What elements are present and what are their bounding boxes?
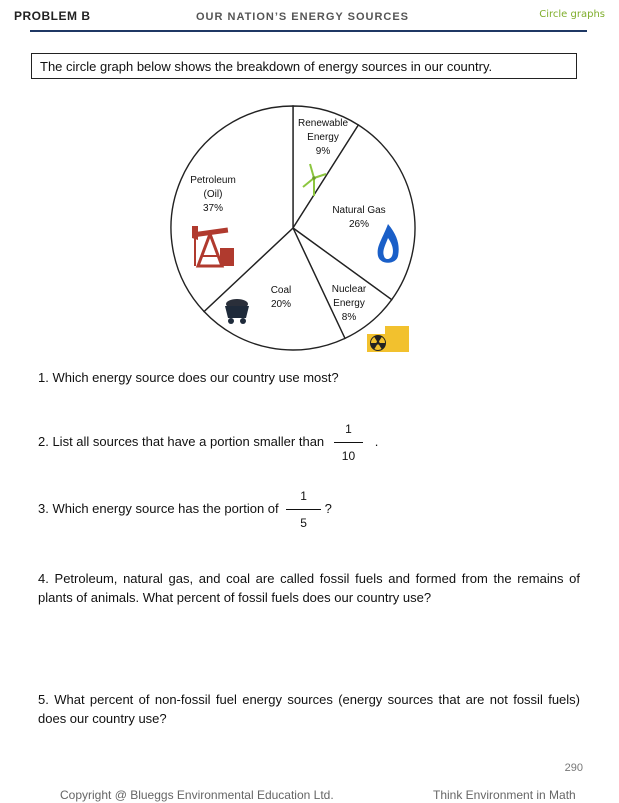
fraction-denominator: 10 [341,449,356,463]
question-3-text: 3. Which energy source has the portion of [38,500,279,516]
question-5: 5. What percent of non-fossil fuel energy sources (energy sources that are not fossil fuels) does our country use? [38,692,580,726]
fraction-numerator: 1 [345,422,352,436]
label-nuclear: Nuclear Energy 8% [331,284,367,323]
page-number: 290 [564,762,583,774]
intro-text: The circle graph below shows the breakdown of energy sources in our country. [31,53,577,79]
label-renewable: Renewable Energy 9% [297,118,349,157]
energy-pie-chart [0,0,619,380]
topic-label: Circle graphs [539,9,605,20]
label-petroleum: Petroleum (Oil) 37% [190,175,236,214]
question-2 [38,422,378,463]
label-coal: Coal 20% [270,285,292,310]
copyright: Copyright @ Bluеggs Environmental Education Ltd. [60,788,334,802]
question-1: 1. Which energy source does our country use most? [38,370,339,385]
fraction-one-tenth [334,422,363,463]
fraction-numerator: 1 [300,489,307,503]
question-2-text: 2. List all sources that have a portion smaller than [38,433,325,449]
worksheet-title: OUR NATION’S ENERGY SOURCES [196,11,410,23]
problem-label: PROBLEM B [14,9,91,23]
fraction-one-fifth [286,489,321,530]
label-natural-gas: Natural Gas 26% [332,205,386,230]
question-4: 4. Petroleum, natural gas, and coal are called fossil fuels and formed from the remains of plants of animals. What percent of fossil fuels does our country use? [38,571,580,605]
question-3-end: ? [324,500,332,516]
question-3 [38,489,332,530]
series-name: Think Environment in Math [433,788,576,802]
nuclear-plant-icon [367,326,409,352]
fraction-denominator: 5 [300,516,307,530]
question-2-end: . [374,433,379,449]
